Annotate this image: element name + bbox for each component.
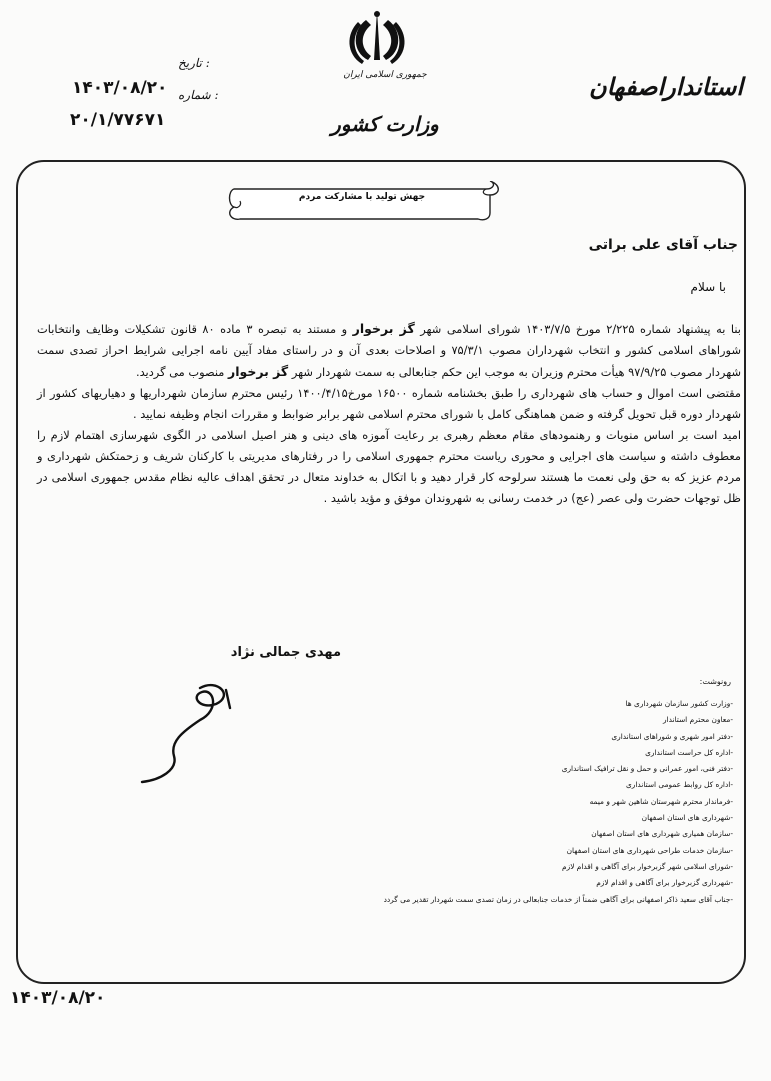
cc-item: -شهرداری گزبرخوار برای آگاهی و اقدام لازم	[596, 878, 733, 888]
cc-item: -جناب آقای سعید ذاکر اصفهانی برای آگاهی ضمناً از خدمات جنابعالی در زمان تصدی سمت شهردار تقدیر می گردد	[383, 894, 733, 904]
cc-item: -شهرداری های استان اصفهان	[641, 813, 733, 823]
cc-item: -سازمان خدمات طراحی شهرداری های استان اصفهان	[566, 845, 733, 855]
greeting: با سلام	[690, 280, 726, 294]
cc-item: -اداره کل روابط عمومی استانداری	[626, 780, 733, 790]
cc-item: -معاون محترم استاندار	[662, 715, 733, 725]
cc-item: -وزارت کشور سازمان شهرداری ها	[625, 699, 733, 708]
handwritten-signature	[130, 670, 250, 790]
city-name: گز برخوار	[352, 321, 415, 336]
banner-slogan: جهش تولید با مشارکت مردم	[298, 192, 426, 202]
cc-item: -اداره کل حراست استانداری	[645, 747, 733, 757]
national-emblem-icon	[344, 8, 410, 68]
province-title: استانداراصفهان	[588, 72, 743, 101]
signer-name: مهدی جمالی نژاد	[230, 645, 341, 660]
cc-item: -دفتر امور شهری و شوراهای استانداری	[611, 731, 733, 741]
cc-item: -سازمان همیاری شهرداری های استان اصفهان	[591, 829, 733, 839]
cc-item: -فرماندار محترم شهرستان شاهین شهر و میمه	[589, 796, 733, 806]
cc-item: -شورای اسلامی شهر گزبرخوار برای آگاهی و اقدام لازم	[562, 861, 733, 871]
ministry-title: وزارت کشور	[331, 112, 439, 136]
paragraph-handover: مقتضی است اموال و حساب های شهرداری را طبق بخشنامه شماره ۱۶۵۰۰ مورخ۱۴۰۰/۴/۱۵ رئیس محترم سازمان شهرداریها و دهیاریهای کشور از شهردار دوره قبل تحویل گرفته و ضمن هماهنگی کامل با شورای محترم اسلامی شهر برابر ضوابط و مقررات انجام وظیفه نمایید .	[37, 386, 741, 421]
date-value: ۱۴۰۳/۰۸/۲۰	[72, 78, 168, 98]
number-value: ۲۰/۱/۷۷۶۷۱	[70, 110, 166, 130]
number-label: شماره :	[178, 88, 219, 102]
cc-list	[293, 696, 733, 908]
handwritten-date: ۱۴۰۳/۰۸/۲۰	[10, 988, 106, 1008]
letter-body	[37, 318, 741, 509]
date-label: تاریخ :	[178, 56, 210, 70]
cc-label: رونوشت:	[699, 677, 731, 686]
paragraph-appointment: بنا به پیشنهاد شماره ۲/۲۲۵ مورخ ۱۴۰۳/۷/۵ شورای اسلامی شهر گز برخوار و مستند به تبصره ۳ ماده ۸۰ قانون تشکیلات وظایف وانتخابات شوراهای اسلامی کشور و انتخاب شهرداران مصوب ۷۵/۳/۱ و اصلاحات بعدی آن و در راستای مفاد آیین نامه اجرایی شرایط احراز تصدی سمت شهردار مصوب ۹۷/۹/۲۵ هیأت محترم وزیران به موجب این حکم جنابعالی به سمت شهردار شهر گز برخوار منصوب می گردید.	[37, 321, 741, 379]
addressee: جناب آقای علی براتی	[588, 237, 738, 253]
city-name: گز برخوار	[228, 364, 289, 379]
paragraph-wishes: امید است بر اساس منویات و رهنمودهای مقام معظم رهبری بر رعایت آموزه های دینی و هنر اصیل اسلامی در الگوی شهرسازی اهتمام لازم را معطوف داشته و سیاست های اجرایی و محوری ریاست محترم جمهوری اسلامی را در رفتارهای مدیریتی با کارکنان شریف و زحمتکش شهرداری و مردم عزیز که به حق ولی نعمت ما هستند سرلوحه کار قرار دهید و با اتکال به خداوند متعال در تحقق اهداف عالیه نظام مقدس جمهوری اسلامی در ظل توجهات حضرت ولی عصر (عج) در خدمت رسانی به شهروندان موفق و مؤید باشید .	[37, 428, 741, 505]
republic-caption: جمهوری اسلامی ایران	[343, 70, 427, 80]
cc-item: -دفتر فنی، امور عمرانی و حمل و نقل ترافیک استانداری	[561, 764, 733, 774]
